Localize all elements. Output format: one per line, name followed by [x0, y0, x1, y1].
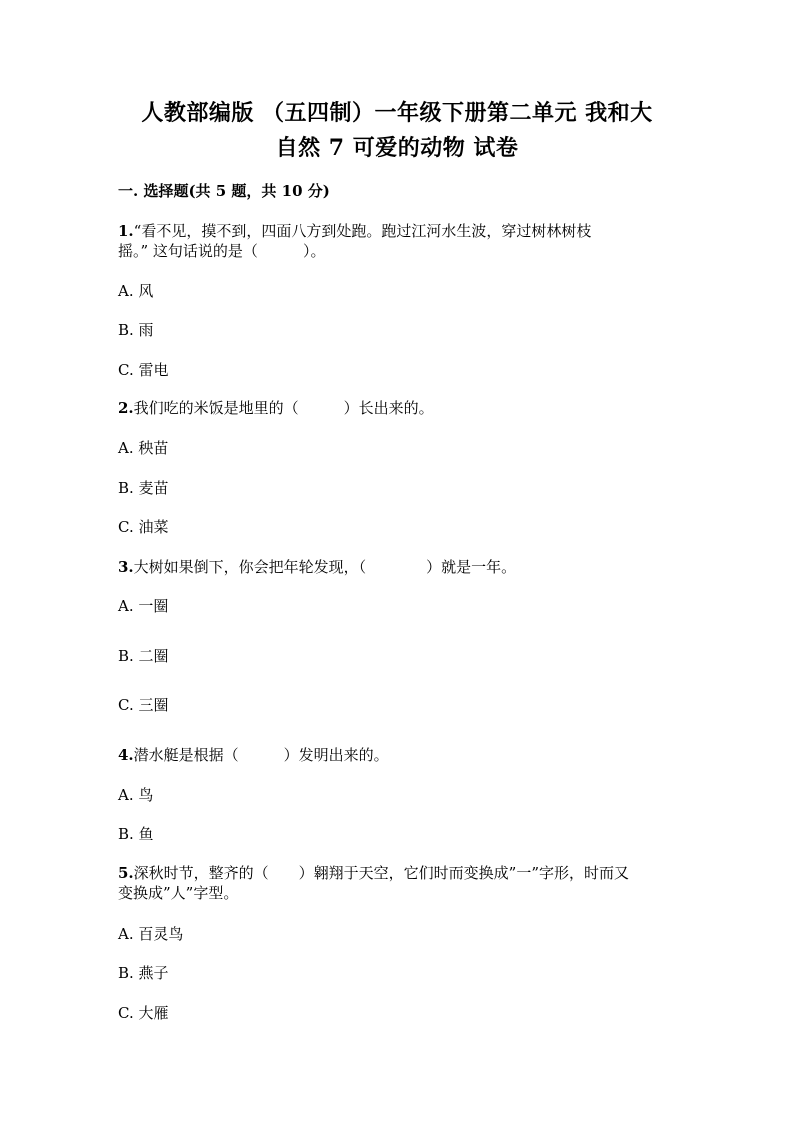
option-b: B. 麦苗: [118, 479, 169, 497]
question-number: 1.: [118, 222, 134, 240]
title-line-2: 自然 7 可爱的动物 试卷: [275, 135, 519, 161]
question-number: 4.: [118, 746, 134, 764]
question-number: 2.: [118, 399, 134, 417]
question-stem: [118, 556, 516, 577]
question-stem: [118, 220, 591, 241]
section-heading: 一. 选择题(共 5 题，共 10 分): [118, 182, 330, 200]
question-text-continued: 变换成”人”字型。: [118, 884, 239, 902]
option-b: B. 燕子: [118, 964, 169, 982]
option-b: B. 二圈: [118, 647, 169, 665]
question-text-continued: 摇。” 这句话说的是（ ）。: [118, 242, 326, 260]
question-text: 我们吃的米饭是地里的（ ）长出来的。: [133, 399, 434, 417]
option-a: A. 鸟: [118, 786, 154, 804]
option-c: C. 油菜: [118, 518, 169, 536]
question-number: 5.: [118, 864, 134, 882]
option-c: C. 大雁: [118, 1004, 169, 1022]
question-stem: [118, 744, 389, 765]
question-text: 大树如果倒下，你会把年轮发现，（ ）就是一年。: [133, 558, 517, 576]
question-text: “看不见，摸不到，四面八方到处跑。跑过江河水生波，穿过树林树枝: [133, 222, 592, 240]
title-line-1: 人教部编版 （五四制）一年级下册第二单元 我和大: [141, 100, 653, 126]
option-b: B. 雨: [118, 321, 154, 339]
option-a: A. 风: [118, 282, 154, 300]
option-b: B. 鱼: [118, 825, 154, 843]
option-c: C. 三圈: [118, 696, 169, 714]
question-text: 潜水艇是根据（ ）发明出来的。: [133, 746, 389, 764]
option-a: A. 秧苗: [118, 439, 169, 457]
option-a: A. 百灵鸟: [118, 925, 184, 943]
question-stem: [118, 862, 629, 883]
question-number: 3.: [118, 558, 134, 576]
question-stem: [118, 397, 434, 418]
option-c: C. 雷电: [118, 361, 169, 379]
option-a: A. 一圈: [118, 597, 169, 615]
question-text: 深秋时节，整齐的（ ）翱翔于天空，它们时而变换成”一”字形，时而又: [133, 864, 630, 882]
